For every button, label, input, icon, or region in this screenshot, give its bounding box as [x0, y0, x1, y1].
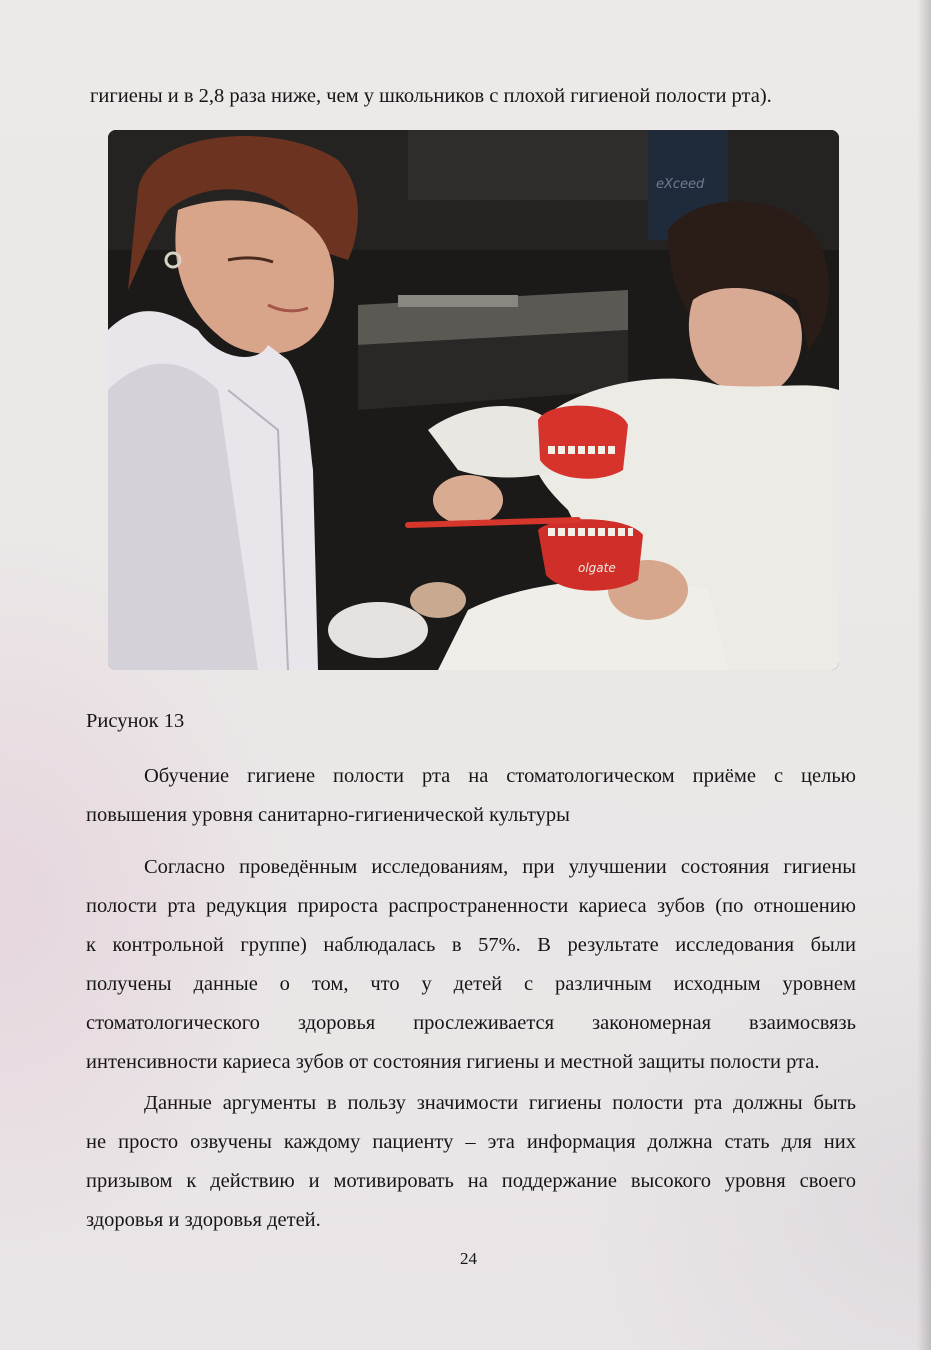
- model-brand-text: olgate: [578, 561, 616, 575]
- page-number: 24: [460, 1249, 477, 1268]
- paragraph-line: стоматологического здоровья прослеживается закономерная взаимосвязь: [86, 1012, 856, 1034]
- page-edge-shadow: [917, 0, 931, 1350]
- banner-text: eXceed: [656, 177, 705, 192]
- continued-text-line: гигиены и в 2,8 раза ниже, чем у школьников с плохой гигиеной полости рта).: [90, 85, 772, 107]
- paragraph-line: интенсивности кариеса зубов от состояния гигиены и местной защиты полости рта.: [86, 1051, 820, 1073]
- figure-label: Рисунок 13: [86, 710, 185, 732]
- paragraph-line: не просто озвучены каждому пациенту – эта информация должна стать для них: [86, 1131, 856, 1153]
- paragraph-line: призывом к действию и мотивировать на поддержание высокого уровня своего: [86, 1170, 856, 1192]
- paragraph-line: получены данные о том, что у детей с различным исходным уровнем: [86, 973, 856, 995]
- paragraph-line: здоровья и здоровья детей.: [86, 1209, 321, 1231]
- paragraph-line: полости рта редукция прироста распространенности кариеса зубов (по отношению: [86, 895, 856, 917]
- figure-caption-line: повышения уровня санитарно-гигиенической культуры: [86, 804, 570, 826]
- paragraph-line: к контрольной группе) наблюдалась в 57%. В результате исследования были: [86, 934, 856, 956]
- paragraph-line: Согласно проведённым исследованиям, при улучшении состояния гигиены: [144, 856, 856, 878]
- figure-caption-line: Обучение гигиене полости рта на стоматологическом приёме с целью: [144, 765, 856, 787]
- paragraph-line: Данные аргументы в пользу значимости гигиены полости рта должны быть: [144, 1092, 856, 1114]
- figure-photo: [108, 130, 839, 670]
